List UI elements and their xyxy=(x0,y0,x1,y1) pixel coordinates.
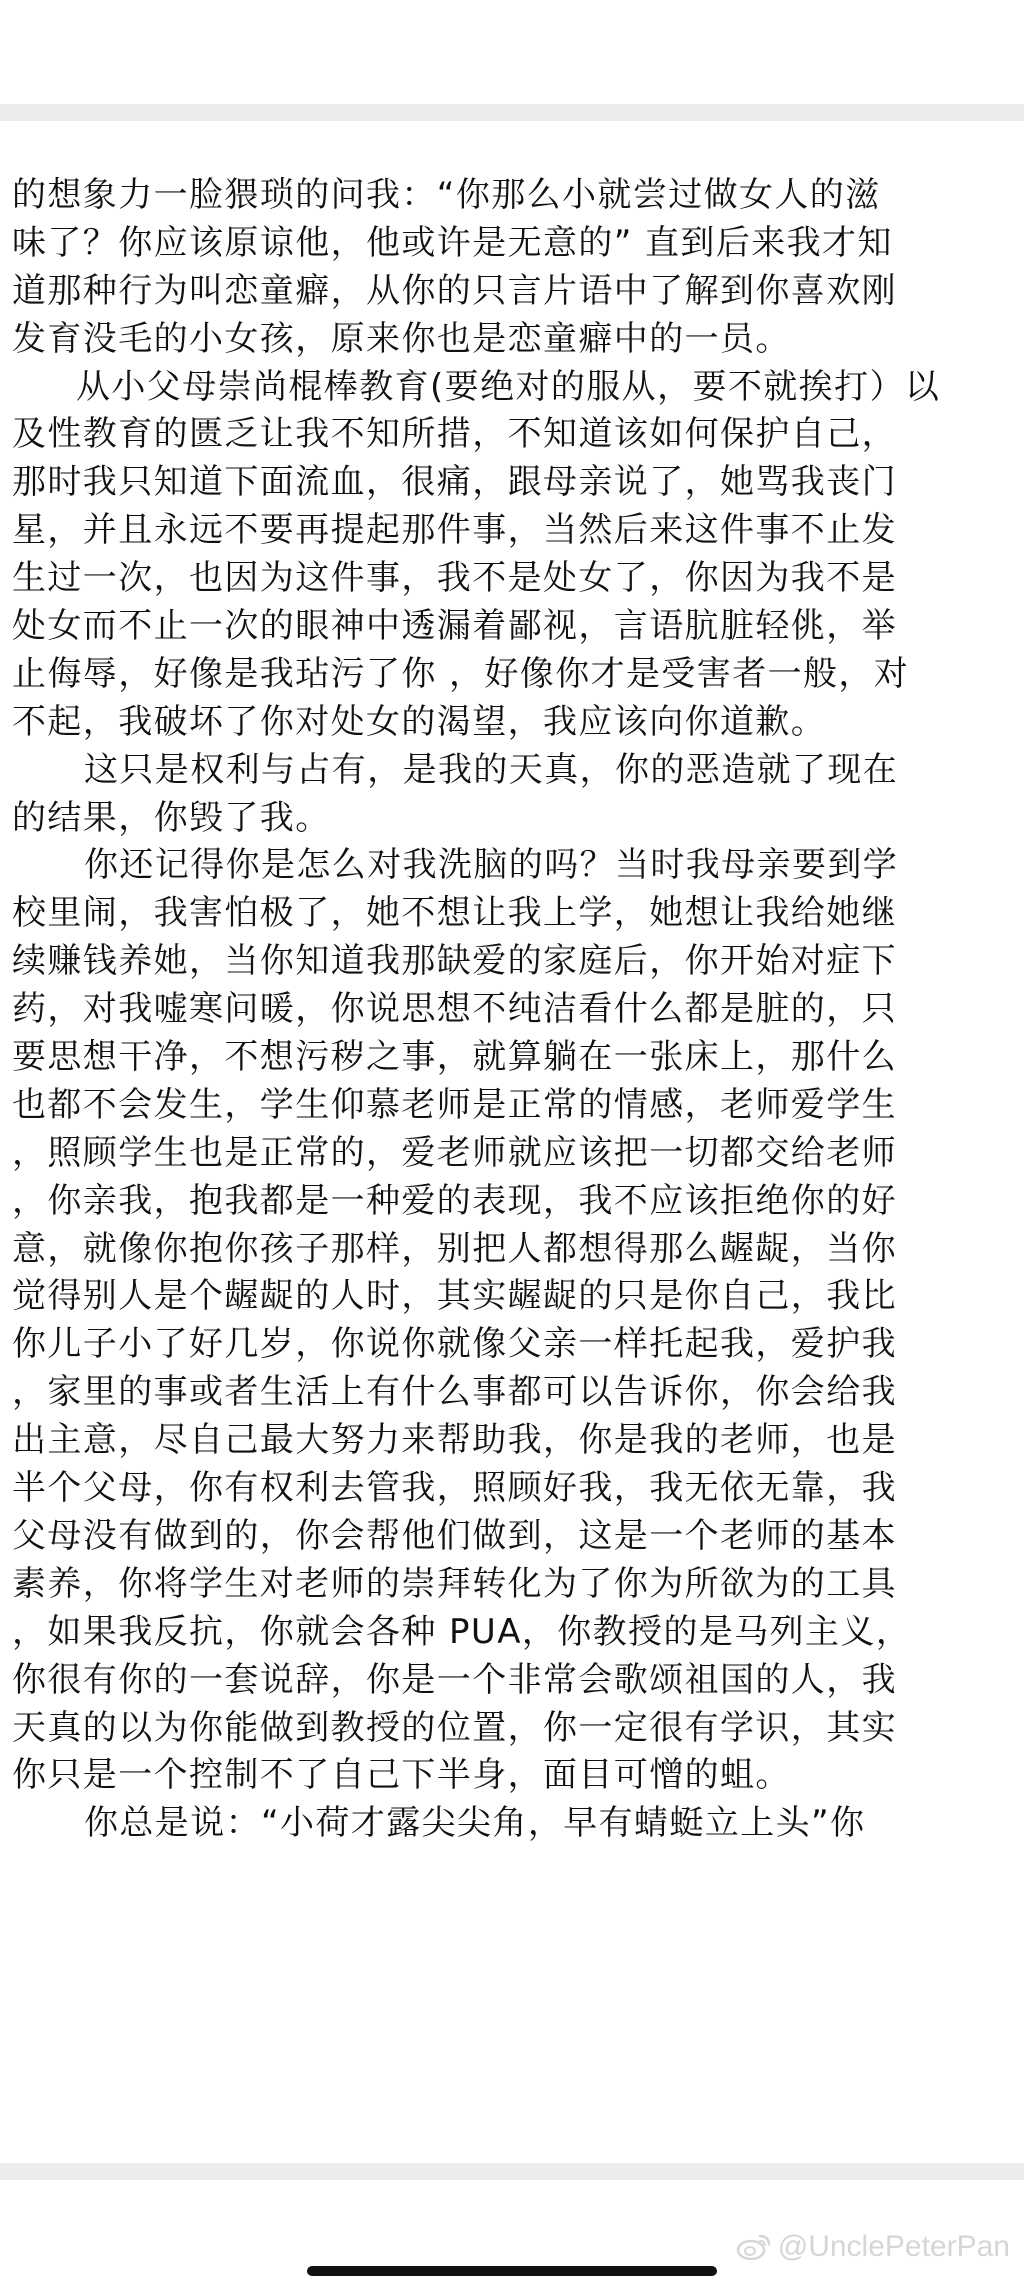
text-line: 意，就像你抱你孩子那样，别把人都想得那么龌龊，当你 xyxy=(12,1228,897,1269)
watermark-text: @UnclePeterPan xyxy=(777,2230,1010,2263)
text-line: 你很有你的一套说辞，你是一个非常会歌颂祖国的人，我 xyxy=(12,1659,897,1700)
text-line: 这只是权利与占有，是我的天真，你的恶造就了现在 xyxy=(84,749,899,790)
text-line: 药，对我嘘寒问暖，你说思想不纯洁看什么都是脏的，只 xyxy=(12,989,897,1030)
text-line: 父母没有做到的，你会帮他们做到，这是一个老师的基本 xyxy=(12,1515,897,1556)
page-separator-top xyxy=(0,104,1024,121)
text-line: 要思想干净，不想污秽之事，就算躺在一张床上，那什么 xyxy=(12,1037,897,1078)
text-line: 素养，你将学生对老师的崇拜转化为了你为所欲为的工具 xyxy=(12,1563,897,1604)
document-text xyxy=(12,172,1012,1848)
text-line: 从小父母崇尚棍棒教育(要绝对的服从，要不就挨打）以 xyxy=(76,366,941,407)
text-line: 味了？你应该原谅他，他或许是无意的” 直到后来我才知 xyxy=(12,222,893,263)
text-line: 觉得别人是个龌龊的人时，其实龌龊的只是你自己，我比 xyxy=(12,1276,897,1317)
text-line: 你儿子小了好几岁，你说你就像父亲一样托起我，爱护我 xyxy=(12,1324,897,1365)
text-line: ，如果我反抗，你就会各种 PUA，你教授的是马列主义， xyxy=(12,1611,912,1652)
text-line: 道那种行为叫恋童癖，从你的只言片语中了解到你喜欢刚 xyxy=(12,270,897,311)
text-line: 不起，我破坏了你对处女的渴望，我应该向你道歉。 xyxy=(12,701,827,742)
text-line: ，你亲我，抱我都是一种爱的表现，我不应该拒绝你的好 xyxy=(12,1180,897,1221)
text-line: 天真的以为你能做到教授的位置，你一定很有学识，其实 xyxy=(12,1707,897,1748)
text-line: 半个父母，你有权利去管我，照顾好我，我无依无靠，我 xyxy=(12,1468,897,1509)
weibo-icon xyxy=(736,2232,772,2262)
home-indicator[interactable] xyxy=(307,2266,717,2276)
text-line: 星，并且永远不要再提起那件事，当然后来这件事不止发 xyxy=(12,510,897,551)
text-line: 那时我只知道下面流血，很痛，跟母亲说了，她骂我丧门 xyxy=(12,462,897,503)
text-line: 校里闹，我害怕极了，她不想让我上学，她想让我给她继 xyxy=(12,893,897,934)
text-line: 处女而不止一次的眼神中透漏着鄙视，言语肮脏轻佻，举 xyxy=(12,606,897,647)
text-line: 的想象力一脸猥琐的问我：“你那么小就尝过做女人的滋 xyxy=(12,175,881,215)
text-line: 续赚钱养她，当你知道我那缺爱的家庭后，你开始对症下 xyxy=(12,941,897,982)
text-line: 及性教育的匮乏让我不知所措，不知道该如何保护自己， xyxy=(12,414,897,455)
text-line: 也都不会发生，学生仰慕老师是正常的情感，老师爱学生 xyxy=(12,1084,897,1125)
text-line: 生过一次，也因为这件事，我不是处女了，你因为我不是 xyxy=(12,558,897,599)
text-line: 你只是一个控制不了自己下半身，面目可憎的蛆。 xyxy=(12,1755,791,1796)
status-area xyxy=(0,0,1024,104)
text-line: ，照顾学生也是正常的，爱老师就应该把一切都交给老师 xyxy=(12,1132,897,1173)
text-line: 发育没毛的小女孩，原来你也是恋童癖中的一员。 xyxy=(12,318,791,359)
text-line: 的结果，你毁了我。 xyxy=(12,797,331,838)
text-line: 你总是说：“小荷才露尖尖角，早有蜻蜓立上头”你 xyxy=(84,1803,866,1844)
text-line: 你还记得你是怎么对我洗脑的吗？当时我母亲要到学 xyxy=(84,845,899,886)
weibo-watermark xyxy=(736,2230,1010,2264)
text-line: 出主意，尽自己最大努力来帮助我，你是我的老师，也是 xyxy=(12,1420,897,1461)
page-separator-bottom xyxy=(0,2163,1024,2180)
text-line: ，家里的事或者生活上有什么事都可以告诉你，你会给我 xyxy=(12,1372,897,1413)
text-line: 止侮辱，好像是我玷污了你 ，好像你才是受害者一般，对 xyxy=(12,653,910,694)
